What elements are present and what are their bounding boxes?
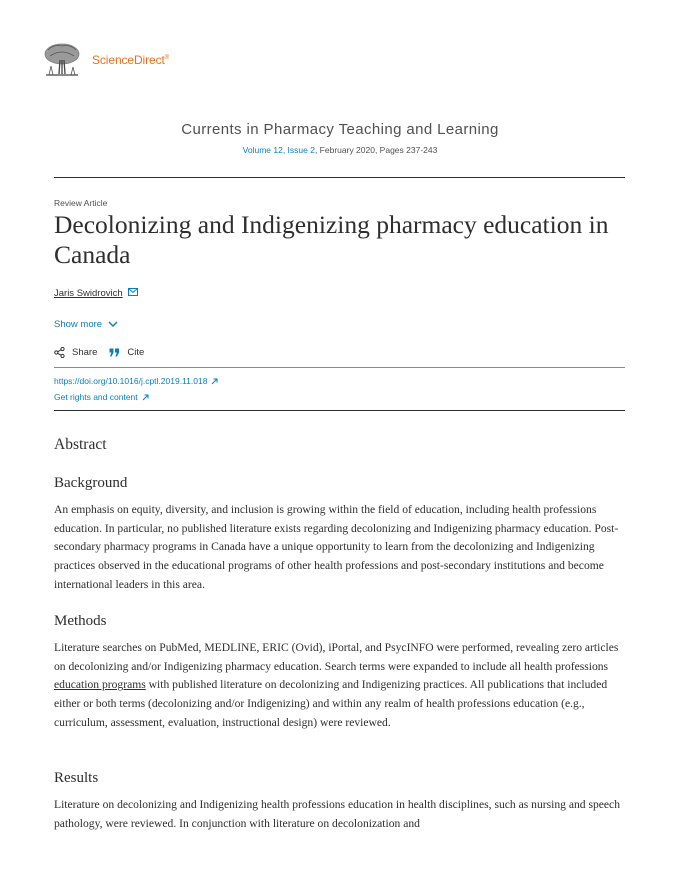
journal-title[interactable]: Currents in Pharmacy Teaching and Learning (181, 121, 499, 138)
results-text: Literature on decolonizing and Indigenizing health professions education in health disciplines, such as nursing and speech pathology, were reviewed. In conjunction with literature on decolonization and (54, 798, 621, 830)
rights-text: Get rights and content (54, 392, 138, 402)
doi-text: https://doi.org/10.1016/j.cptl.2019.11.018 (54, 376, 208, 386)
external-link-icon (211, 378, 218, 385)
doi-divider-top (54, 367, 625, 368)
cite-button[interactable] (109, 347, 144, 358)
share-icon (54, 347, 65, 358)
quote-icon (109, 348, 120, 357)
journal-issue (0, 145, 680, 155)
article-title: Decolonizing and Indigenizing pharmacy education in Canada (54, 210, 609, 269)
rights-link[interactable] (54, 392, 149, 402)
abstract-heading: Abstract (54, 436, 107, 453)
envelope-icon[interactable] (128, 288, 138, 299)
volume-issue-link[interactable]: Volume 12, Issue 2 (242, 145, 315, 155)
share-button[interactable] (54, 347, 97, 358)
share-label: Share (72, 347, 98, 358)
show-more-button[interactable] (54, 319, 118, 330)
author-line (54, 288, 138, 299)
background-text: An emphasis on equity, diversity, and inclusion is growing within the field of education, including health professions education. In particular, no published literature exists regarding decolonizing and Indigenizing pharmacy education. Post-secondary pharmacy programs in Canada have a unique opportunity to learn from the decolonizing and Indigenizing practices observed in the educational programs of other health professions and post-secondary institutions and become international leaders in this area. (54, 503, 619, 591)
methods-text-before: Literature searches on PubMed, MEDLINE, ERIC (Ovid), iPortal, and PsycINFO were performed, revealing zero articles on decolonizing and/or Indigenizing pharmacy education. Search terms were expanded to include all health professions (54, 641, 619, 673)
chevron-down-icon (108, 321, 118, 328)
author-name[interactable]: Jaris Swidrovich (54, 288, 123, 299)
journal-info (0, 121, 680, 155)
external-link-icon (142, 394, 149, 401)
methods-text-after: with published literature on decolonizing and Indigenizing practices. All publications that included either or both terms (decolonizing and/or Indigenizing) and within any realm of health professions education (e.g., curriculum, assessment, evaluation, instructional design) were reviewed. (54, 678, 608, 729)
results-heading: Results (54, 770, 99, 786)
brand-name: ScienceDirect® (92, 53, 170, 67)
article-type: Review Article (54, 198, 108, 208)
top-divider (54, 177, 625, 178)
date-pages: , February 2020, Pages 237-243 (314, 145, 438, 155)
doi-link[interactable] (54, 376, 218, 386)
show-more-label: Show more (54, 319, 103, 330)
article-actions (54, 347, 156, 358)
sciencedirect-logo[interactable] (42, 42, 169, 78)
methods-heading: Methods (54, 613, 107, 629)
elsevier-tree-icon (42, 42, 82, 78)
methods-text (54, 639, 628, 733)
background-heading: Background (54, 475, 128, 491)
education-programs-link[interactable]: education programs (54, 678, 146, 692)
doi-divider-bottom (54, 410, 625, 411)
cite-label: Cite (127, 347, 145, 358)
